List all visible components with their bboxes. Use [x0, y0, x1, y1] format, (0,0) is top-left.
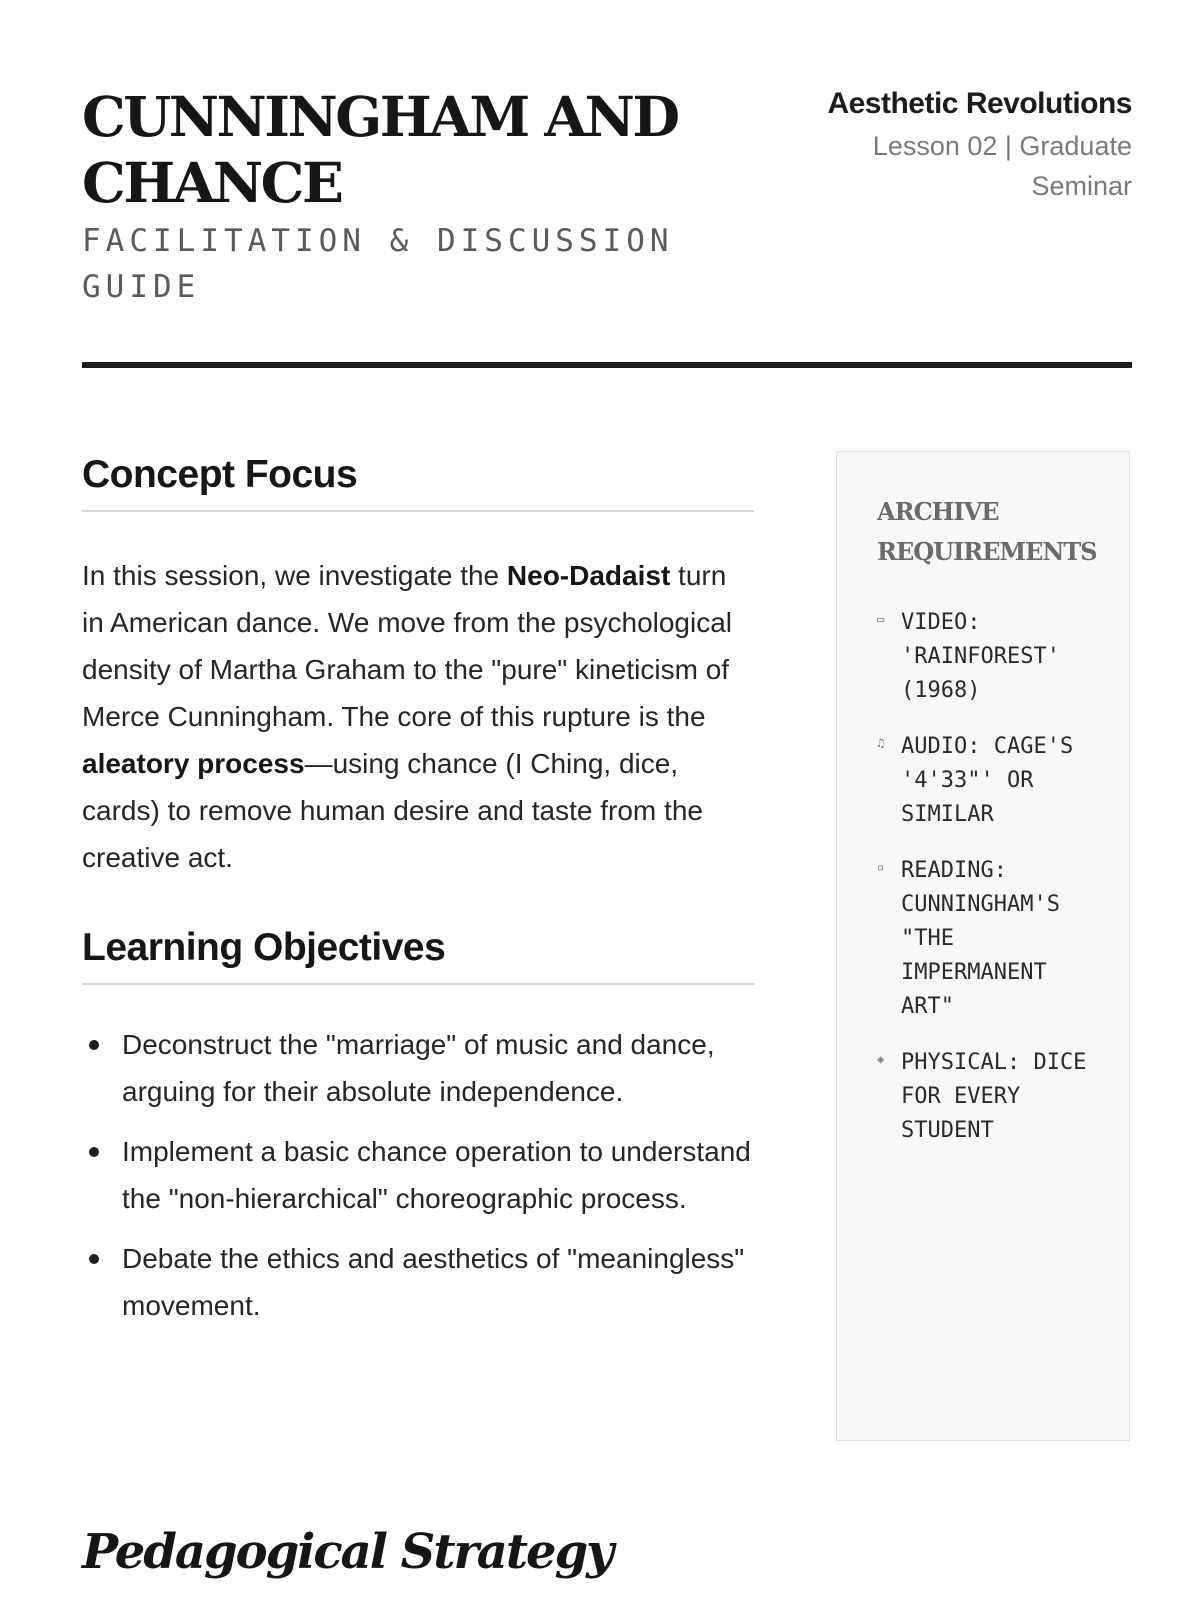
video-icon: ▭: [877, 612, 885, 626]
bullet-icon: [89, 1147, 99, 1157]
document-subtitle: FACILITATION & DISCUSSION GUIDE: [82, 223, 674, 305]
requirements-list: [877, 606, 1107, 1170]
bullet-icon: [89, 1254, 99, 1264]
dice-icon: ◈: [877, 1052, 885, 1066]
concept-bold-neo-dadaist: Neo-Dadaist: [506, 560, 671, 591]
concept-text-3: —using chance (I Ching, dice, cards) to remove human desire and taste from the creative act.: [82, 748, 703, 873]
objective-text: Implement a basic chance operation to understand the "non-hierarchical" choreographic process.: [122, 1136, 751, 1214]
objective-text: Debate the ethics and aesthetics of "meaningless" movement.: [122, 1243, 745, 1321]
lesson-label: Lesson 02 | Graduate Seminar: [872, 131, 1132, 201]
concept-text-2: turn in American dance. We move from the psychological density of Martha Graham to the "pure" kineticism of Merce Cunningham. The core of this rupture is the: [82, 560, 733, 732]
list-item: [877, 1046, 1107, 1148]
document-header: [82, 84, 1132, 364]
requirement-text: AUDIO: CAGE'S '4'33"' OR SIMILAR: [901, 734, 1074, 827]
main-column: [82, 450, 754, 1342]
pedagogical-strategy-heading: Pedagogical Strategy: [82, 1524, 613, 1580]
learning-objectives-heading: Learning Objectives: [82, 923, 754, 985]
list-item: [122, 1235, 754, 1329]
course-name: Aesthetic Revolutions: [827, 87, 1132, 120]
list-item: [877, 854, 1107, 1024]
concept-text-1: In this session, we investigate the: [82, 560, 507, 591]
concept-bold-aleatory: aleatory process: [82, 748, 305, 779]
archive-requirements-panel: [836, 451, 1130, 1441]
requirement-text: VIDEO: 'RAINFOREST' (1968): [901, 610, 1060, 703]
list-item: [877, 730, 1107, 832]
objective-text: Deconstruct the "marriage" of music and dance, arguing for their absolute independence.: [122, 1029, 715, 1107]
concept-focus-heading: Concept Focus: [82, 450, 754, 512]
requirement-text: PHYSICAL: DICE FOR EVERY STUDENT: [901, 1050, 1087, 1143]
book-icon: ▫: [877, 860, 885, 874]
header-divider: [82, 362, 1132, 368]
bullet-icon: [89, 1040, 99, 1050]
course-meta: [772, 84, 1132, 206]
document-page: [82, 0, 1132, 1600]
list-item: [122, 1021, 754, 1115]
music-note-icon: ♫: [877, 736, 885, 750]
requirement-text: READING: CUNNINGHAM'S "THE IMPERMANENT ART": [901, 858, 1060, 1019]
objectives-list: [82, 1021, 754, 1329]
list-item: [877, 606, 1107, 708]
concept-focus-paragraph: [82, 552, 754, 881]
list-item: [122, 1128, 754, 1222]
sidebar-title: ARCHIVE REQUIREMENTS: [877, 497, 1097, 566]
document-title: CUNNINGHAM AND CHANCE: [82, 84, 678, 215]
